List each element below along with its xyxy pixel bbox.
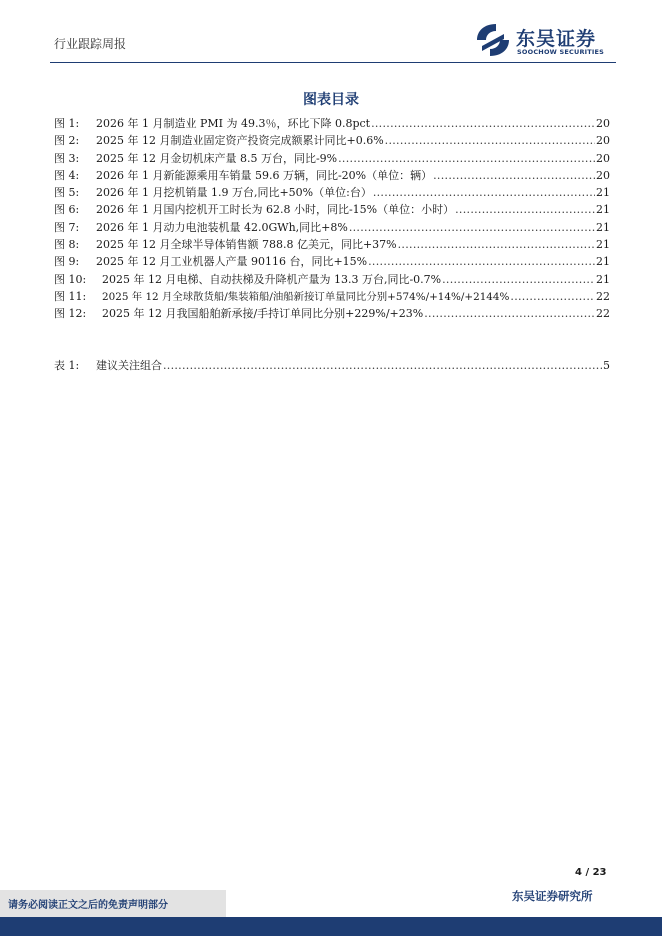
toc-entry-label: 图 5: bbox=[54, 186, 80, 200]
toc-entry-page: 20 bbox=[596, 134, 610, 148]
toc-leader-dots bbox=[338, 152, 595, 165]
toc-leader-dots bbox=[455, 203, 595, 216]
header-divider bbox=[50, 62, 616, 63]
toc-entry-fig-8[interactable] bbox=[54, 236, 610, 253]
toc-entry-label: 图 6: bbox=[54, 203, 80, 217]
logo-wordmark-en: SOOCHOW SECURITIES bbox=[517, 48, 605, 56]
toc-entry-page: 22 bbox=[596, 307, 610, 321]
toc-entry-fig-1[interactable] bbox=[54, 115, 610, 132]
toc-entry-text: 2026 年 1 月制造业 PMI 为 49.3％，环比下降 0.8pct bbox=[96, 117, 371, 130]
toc-entry-text: 2026 年 1 月动力电池装机量 42.0GWh,同比+8% bbox=[96, 220, 348, 234]
toc-entry-page: 20 bbox=[596, 168, 610, 182]
logo-wordmark-cn: 东吴证券 bbox=[516, 28, 597, 50]
toc-entry-label: 图 9: bbox=[54, 255, 80, 269]
toc-leader-dots bbox=[433, 169, 595, 182]
toc-leader-dots bbox=[349, 221, 595, 234]
toc-entry-table-1[interactable] bbox=[54, 357, 610, 374]
toc-entry-label: 图 8: bbox=[54, 238, 80, 252]
page-number: 4 / 23 bbox=[575, 867, 607, 878]
toc-leader-dots bbox=[371, 117, 595, 130]
toc-entry-text: 2026 年 1 月国内挖机开工时长为 62.8 小时，同比-15%（单位：小时） bbox=[96, 203, 455, 217]
toc-entry-label: 图 10: bbox=[54, 272, 87, 286]
toc-entry-text: 2025 年 12 月电梯、自动扶梯及升降机产量为 13.3 万台,同比-0.7% bbox=[102, 272, 442, 286]
toc-entry-fig-10[interactable] bbox=[54, 271, 610, 288]
toc-leader-dots bbox=[163, 359, 602, 372]
toc-leader-dots bbox=[385, 134, 595, 147]
toc-entry-label: 图 7: bbox=[54, 220, 80, 234]
toc-entry-page: 20 bbox=[596, 117, 610, 130]
toc-entry-text: 2025 年 12 月全球半导体销售额 788.8 亿美元，同比+37% bbox=[96, 238, 397, 252]
toc-entry-text: 2025 年 12 月制造业固定资产投资完成额累计同比+0.6% bbox=[96, 134, 384, 148]
toc-entry-text: 建议关注组合 bbox=[96, 359, 162, 372]
toc-entry-label: 表 1: bbox=[54, 359, 80, 372]
toc-entry-fig-4[interactable] bbox=[54, 167, 610, 184]
toc-entry-fig-3[interactable] bbox=[54, 150, 610, 167]
footer-bar bbox=[0, 917, 662, 936]
toc-entry-page: 22 bbox=[596, 289, 610, 303]
toc-entry-page: 21 bbox=[596, 272, 610, 286]
toc-entry-label: 图 2: bbox=[54, 134, 80, 148]
toc-entry-text: 2025 年 12 月金切机床产量 8.5 万台，同比-9% bbox=[96, 151, 338, 165]
toc-entry-label: 图 4: bbox=[54, 168, 80, 182]
footer-org-name: 东吴证券研究所 bbox=[512, 889, 593, 903]
toc-entry-fig-7[interactable] bbox=[54, 219, 610, 236]
company-logo bbox=[474, 22, 614, 62]
table-list bbox=[54, 357, 610, 374]
toc-entry-text: 2025 年 12 月工业机器人产量 90116 台，同比+15% bbox=[96, 255, 368, 269]
toc-entry-label: 图 11: bbox=[54, 289, 87, 303]
toc-entry-fig-2[interactable] bbox=[54, 132, 610, 149]
toc-entry-fig-5[interactable] bbox=[54, 184, 610, 201]
toc-entry-text: 2026 年 1 月新能源乘用车销量 59.6 万辆，同比-20%（单位：辆） bbox=[96, 168, 433, 182]
disclaimer-text: 请务必阅读正文之后的免责声明部分 bbox=[8, 900, 168, 911]
figure-list bbox=[54, 115, 610, 323]
toc-entry-text: 2026 年 1 月挖机销量 1.9 万台,同比+50%（单位:台） bbox=[96, 186, 372, 200]
toc-entry-page: 21 bbox=[596, 255, 610, 269]
toc-leader-dots bbox=[398, 238, 595, 251]
toc-title: 图表目录 bbox=[303, 92, 359, 108]
header-label: 行业跟踪周报 bbox=[54, 37, 127, 51]
toc-entry-label: 图 3: bbox=[54, 151, 80, 165]
toc-leader-dots bbox=[442, 273, 595, 286]
toc-entry-fig-6[interactable] bbox=[54, 201, 610, 218]
toc-entry-label: 图 12: bbox=[54, 307, 87, 321]
toc-entry-page: 21 bbox=[596, 203, 610, 217]
toc-entry-page: 5 bbox=[603, 359, 610, 372]
toc-entry-page: 21 bbox=[596, 220, 610, 234]
toc-entry-text: 2025 年 12 月全球散货船/集装箱船/油船新接订单量同比分别+574%/+14%/+2144% bbox=[102, 290, 510, 303]
toc-entry-label: 图 1: bbox=[54, 117, 80, 130]
soochow-logo-icon bbox=[474, 22, 512, 58]
toc-leader-dots bbox=[373, 186, 595, 199]
toc-entry-text: 2025 年 12 月我国船舶新承接/手持订单同比分别+229%/+23% bbox=[102, 307, 424, 321]
toc-entry-fig-12[interactable] bbox=[54, 305, 610, 322]
toc-entry-fig-11[interactable] bbox=[54, 288, 610, 305]
toc-leader-dots bbox=[424, 307, 595, 320]
toc-leader-dots bbox=[368, 255, 595, 268]
toc-entry-fig-9[interactable] bbox=[54, 253, 610, 270]
toc-leader-dots bbox=[510, 290, 595, 303]
toc-entry-page: 20 bbox=[596, 151, 610, 165]
toc-entry-page: 21 bbox=[596, 186, 610, 200]
toc-entry-page: 21 bbox=[596, 238, 610, 252]
